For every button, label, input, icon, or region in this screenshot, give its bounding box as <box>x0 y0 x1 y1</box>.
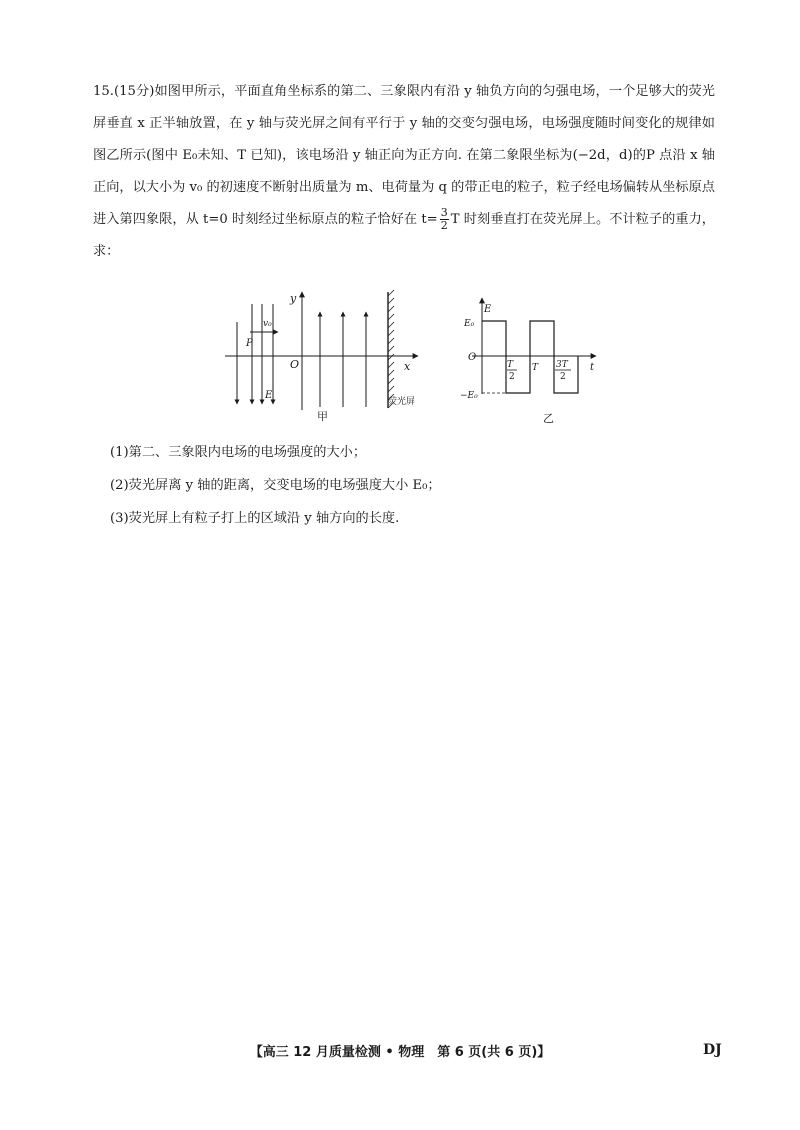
fraction-three-halves <box>440 207 449 232</box>
problem-text-part2: T 时刻垂直打在荧光屏上。不计粒子的重力，求： <box>93 212 715 259</box>
tick-half-t-num: T <box>507 360 514 370</box>
problem-text-part1: 如图甲所示，平面直角坐标系的第二、三象限内有沿 y 轴负方向的匀强电场，一个足够大的荧光屏垂直 x 正半轴放置，在 y 轴与荧光屏之间有平行于 y 轴的交变匀强电场，电场强度随时间变化的规律如图乙所示(图中 E₀未知、T 已知)，该电场沿 y 轴正向为正方向. 在第二象限坐标为(−2d，d)的P 点沿 x 轴正向，以大小为 v₀ 的初速度不断射出质量为 m、电荷量为 q 的带正电的粒子，粒子经电场偏转从坐标原点进入第四象限，从 t=0 时刻经过坐标原点的粒子恰好在 t= <box>93 84 715 227</box>
velocity-label: v₀ <box>263 319 272 329</box>
problem-number: 15. <box>93 84 114 99</box>
figure-jia-caption: 甲 <box>317 410 328 423</box>
fraction-numerator: 3 <box>440 206 448 219</box>
figures-svg <box>220 282 620 432</box>
tick-half-t-den: 2 <box>509 372 515 382</box>
question-1: (1)第二、三象限内电场的电场强度的大小； <box>110 445 367 460</box>
origin-label: O <box>468 352 477 363</box>
problem-15 <box>93 76 715 268</box>
screen-label: 荧光屏 <box>388 397 416 407</box>
alternating-field-lines <box>320 312 366 407</box>
question-2: (2)荧光屏离 y 轴的距离，交变电场的电场强度大小 E₀； <box>110 478 441 493</box>
field-e-label: E <box>265 390 273 401</box>
footer-code: DJ <box>703 1042 722 1058</box>
tick-3half-t-den: 2 <box>560 372 566 382</box>
figure-jia <box>225 290 418 423</box>
fluorescent-screen <box>388 290 394 408</box>
origin-label: O <box>290 358 300 371</box>
x-axis-label: x <box>404 360 411 373</box>
fraction-denominator: 2 <box>440 219 448 232</box>
figures <box>220 282 620 432</box>
e0-label: E₀ <box>464 319 475 329</box>
figure-yi <box>460 298 596 425</box>
figure-yi-caption: 乙 <box>543 412 554 425</box>
t-axis-label: t <box>590 362 595 373</box>
problem-points: (15分) <box>113 84 155 99</box>
page-footer: 【高三 12 月质量检测 • 物理 第 6 页(共 6 页)】 <box>249 1045 551 1060</box>
y-axis-label: y <box>290 292 297 305</box>
tick-t: T <box>532 363 539 373</box>
e-axis-label: E <box>484 304 492 315</box>
question-3: (3)荧光屏上有粒子打上的区域沿 y 轴方向的长度. <box>110 511 400 526</box>
problem-statement <box>93 76 715 268</box>
neg-e0-label: −E₀ <box>460 391 478 401</box>
point-p-label: P <box>246 338 253 349</box>
sub-questions <box>110 436 710 535</box>
tick-3half-t-num: 3T <box>556 360 568 370</box>
